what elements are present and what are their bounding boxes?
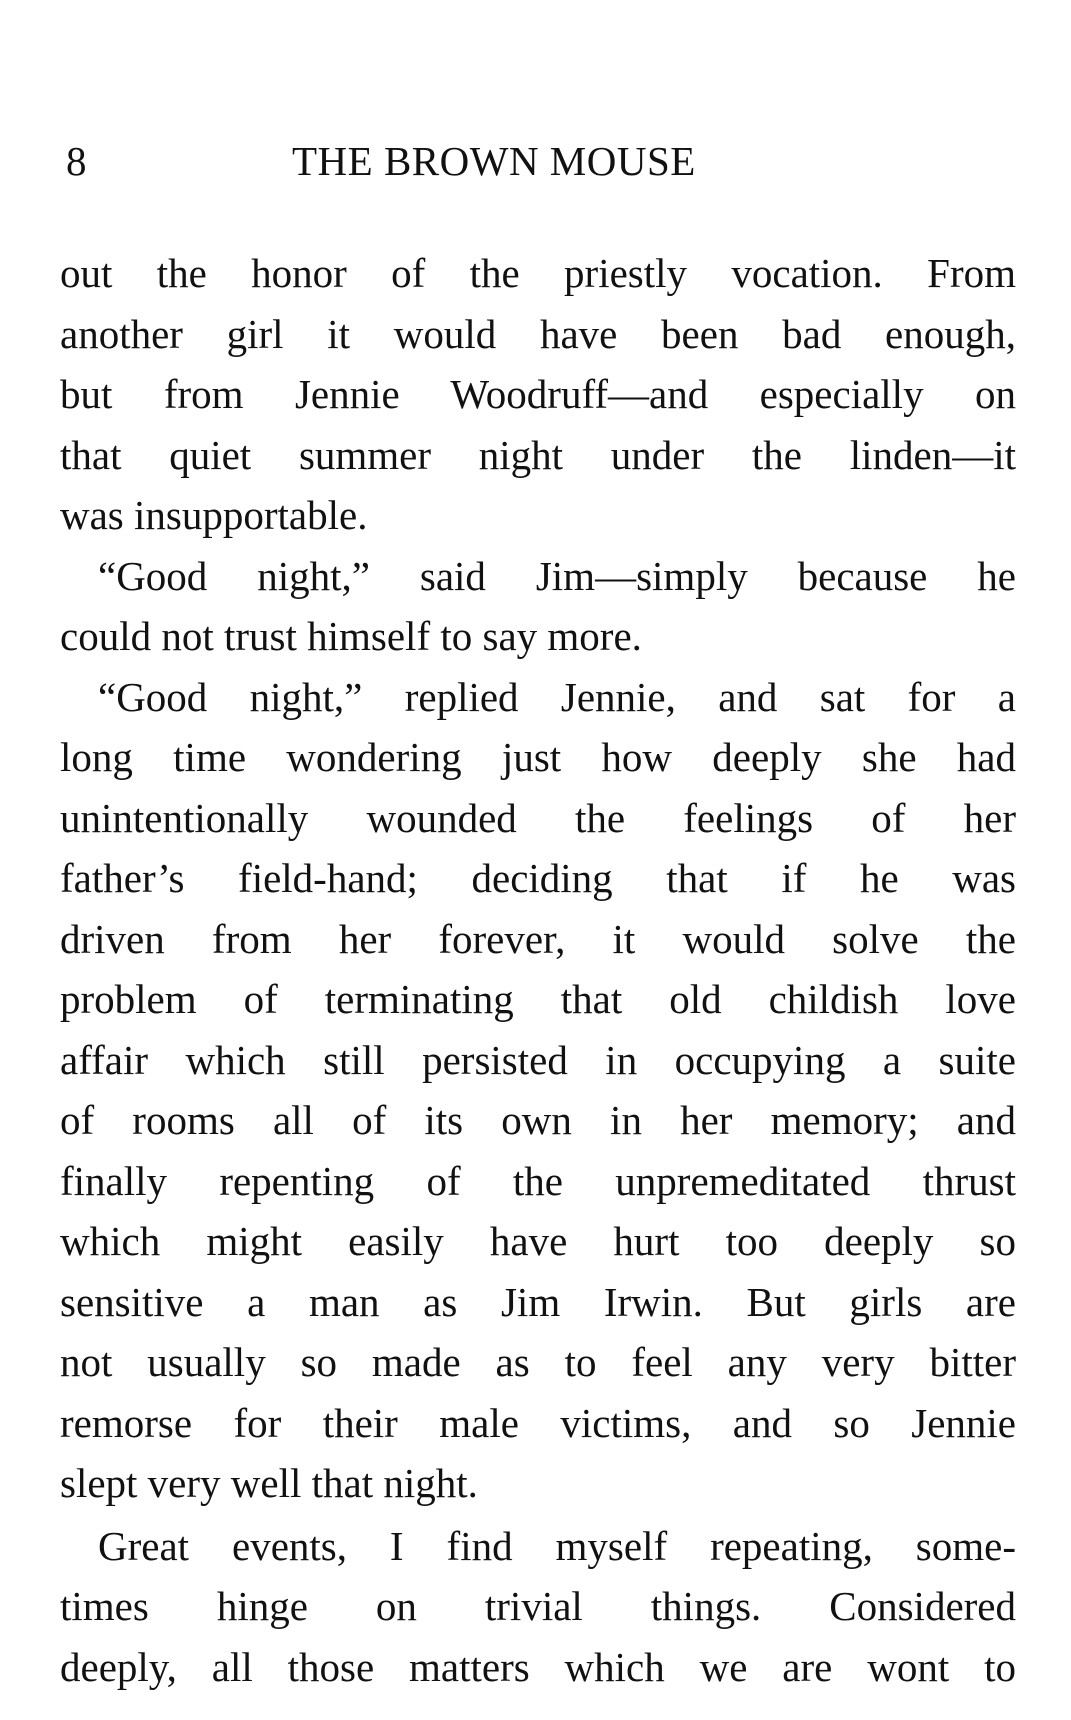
text-line: of rooms all of its own in her memory; and [60, 1097, 1016, 1143]
text-line: out the honor of the priestly vocation. From [60, 250, 1016, 296]
text-line: sensitive a man as Jim Irwin. But girls are [60, 1278, 1016, 1325]
text-line: unintentionally wounded the feelings of her [60, 794, 1016, 841]
text-line: affair which still persisted in occupying a suite [60, 1036, 1016, 1083]
paragraph-2 [60, 546, 1016, 667]
text-line: could not trust himself to say more. [60, 613, 642, 659]
paragraph-4 [60, 1516, 1016, 1698]
text-line: deeply, all those matters which we are wont to [60, 1643, 1016, 1690]
text-line: not usually so made as to feel any very bitter [60, 1339, 1016, 1385]
text-line: Great events, I find myself repeating, some- [98, 1522, 1016, 1569]
text-line: but from Jennie Woodruff—and especially on [60, 371, 1016, 417]
body-text [60, 243, 1016, 1697]
text-line: another girl it would have been bad enough, [60, 310, 1016, 357]
text-line: remorse for their male victims, and so Jennie [60, 1399, 1016, 1446]
paragraph-3 [60, 667, 1016, 1514]
running-title: THE BROWN MOUSE [292, 138, 696, 184]
page-header [64, 136, 1004, 186]
text-line: slept very well that night. [60, 1460, 478, 1506]
text-line: problem of terminating that old childish love [60, 976, 1016, 1022]
page-number: 8 [66, 138, 87, 184]
text-line: father’s field-hand; deciding that if he was [60, 855, 1016, 901]
text-line: finally repenting of the unpremeditated thrust [60, 1157, 1016, 1204]
text-line: driven from her forever, it would solve the [60, 915, 1016, 962]
text-line: was insupportable. [60, 492, 368, 538]
text-line: times hinge on trivial things. Considered [60, 1583, 1016, 1629]
text-line: which might easily have hurt too deeply so [60, 1218, 1016, 1264]
paragraph-1 [60, 243, 1016, 546]
text-line: long time wondering just how deeply she had [60, 734, 1016, 780]
text-line: that quiet summer night under the linden—it [60, 431, 1016, 478]
text-line: “Good night,” replied Jennie, and sat for a [98, 673, 1016, 720]
text-line: “Good night,” said Jim—simply because he [98, 552, 1016, 599]
